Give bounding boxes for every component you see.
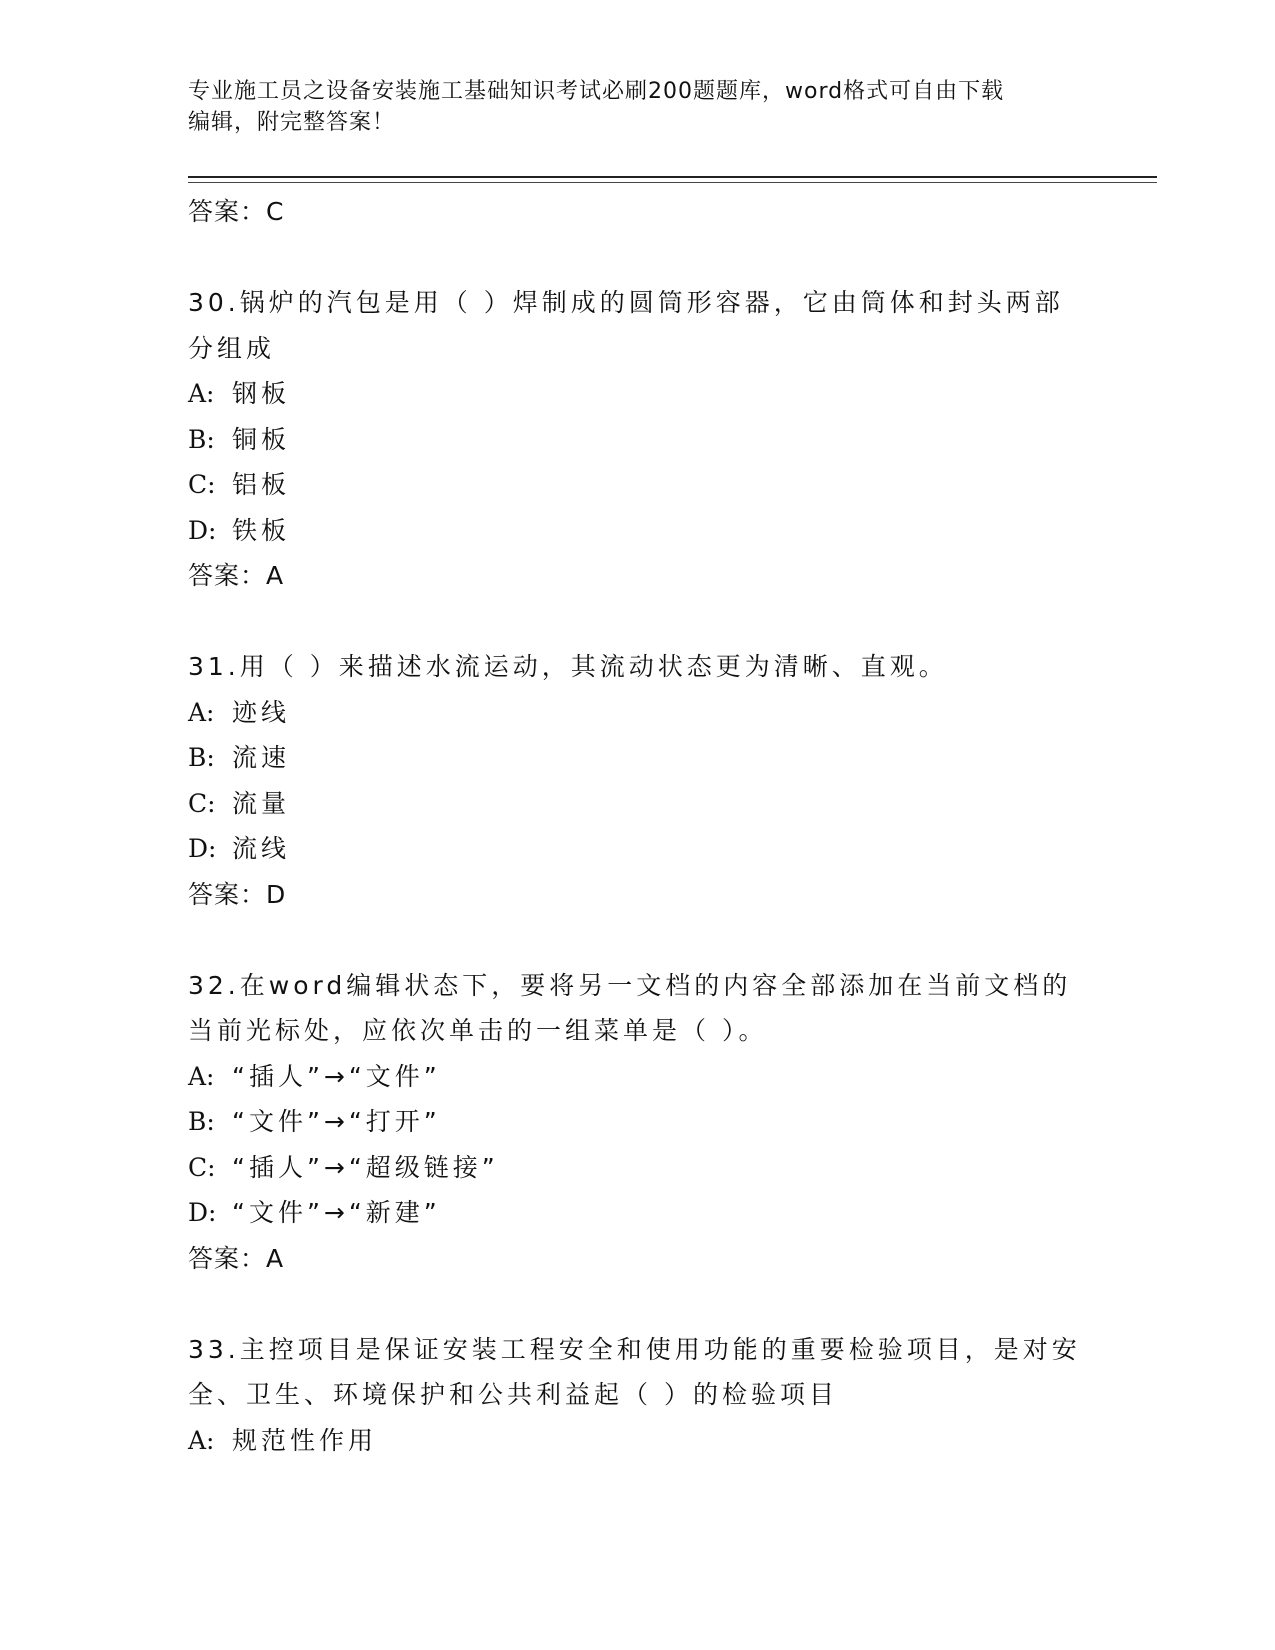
option-text: 流速: [232, 743, 291, 772]
option-b: [188, 1099, 1088, 1145]
option-b: [188, 417, 1088, 463]
option-d: [188, 508, 1088, 554]
option-text: “文件”→“新建”: [232, 1198, 441, 1227]
option-key: C:: [188, 788, 216, 818]
answer-line: 答案：A: [188, 1243, 285, 1273]
header-title-line1: 专业施工员之设备安装施工基础知识考试必刷200题题库，word格式可自由下载: [188, 79, 1005, 104]
option-text: “插人”→“文件”: [232, 1061, 441, 1091]
question-block: [188, 1327, 1088, 1464]
option-key: A:: [188, 1425, 215, 1455]
document-header: [188, 76, 1088, 138]
option-c: [188, 781, 1088, 827]
option-key: B:: [188, 743, 215, 772]
option-c: [188, 1145, 1088, 1191]
question-text-line: 32.在word编辑状态下，要将另一文档的内容全部添加在当前文档的: [188, 970, 1072, 1000]
option-key: A:: [188, 697, 215, 727]
spacer: [188, 599, 1088, 644]
option-text: 规范性作用: [232, 1425, 378, 1455]
spacer: [188, 235, 1088, 280]
question-text-line: 全、卫生、环境保护和公共利益起（ ）的检验项目: [188, 1380, 838, 1409]
question-text-line: 31.用（ ）来描述水流运动，其流动状态更为清晰、直观。: [188, 652, 948, 681]
option-text: 铜板: [232, 424, 291, 454]
option-key: A:: [188, 379, 215, 408]
option-text: 迹线: [232, 697, 291, 727]
header-divider-thick: [188, 176, 1157, 178]
option-key: B:: [188, 424, 215, 454]
question-text-line: 33.主控项目是保证安装工程安全和使用功能的重要检验项目，是对安: [188, 1334, 1081, 1364]
option-text: 流量: [232, 788, 291, 818]
option-text: “文件”→“打开”: [232, 1107, 441, 1136]
option-key: A:: [188, 1061, 215, 1091]
option-key: D:: [188, 515, 217, 545]
option-a: [188, 690, 1088, 736]
option-text: 流线: [232, 834, 291, 863]
option-key: C:: [188, 1152, 216, 1182]
option-key: D:: [188, 834, 217, 863]
header-title-line2: 编辑，附完整答案！: [188, 110, 396, 135]
option-text: 钢板: [232, 379, 291, 408]
question-block: [188, 280, 1088, 599]
option-text: “插人”→“超级链接”: [232, 1152, 499, 1182]
question-text-line: 30.锅炉的汽包是用（ ）焊制成的圆筒形容器，它由筒体和封头两部: [188, 288, 1064, 317]
question-block: [188, 644, 1088, 918]
answer-line: 答案：C: [188, 197, 285, 226]
option-key: C:: [188, 470, 216, 499]
option-a: [188, 371, 1088, 417]
question-block: [188, 963, 1088, 1282]
option-key: D:: [188, 1198, 217, 1227]
option-b: [188, 735, 1088, 781]
header-divider-thin: [188, 182, 1157, 183]
question-text-line: 当前光标处，应依次单击的一组菜单是（ ）。: [188, 1016, 768, 1045]
spacer: [188, 1282, 1088, 1327]
answer-line: 答案：A: [188, 561, 285, 590]
answer-line: 答案：D: [188, 879, 287, 909]
option-c: [188, 462, 1088, 508]
option-d: [188, 1190, 1088, 1236]
option-a: [188, 1054, 1088, 1100]
spacer: [188, 918, 1088, 963]
option-text: 铝板: [232, 470, 291, 499]
document-body: [188, 189, 1088, 1463]
question-text-line: 分组成: [188, 333, 276, 363]
option-text: 铁板: [232, 515, 291, 545]
option-d: [188, 826, 1088, 872]
option-a: [188, 1418, 1088, 1464]
option-key: B:: [188, 1107, 215, 1136]
